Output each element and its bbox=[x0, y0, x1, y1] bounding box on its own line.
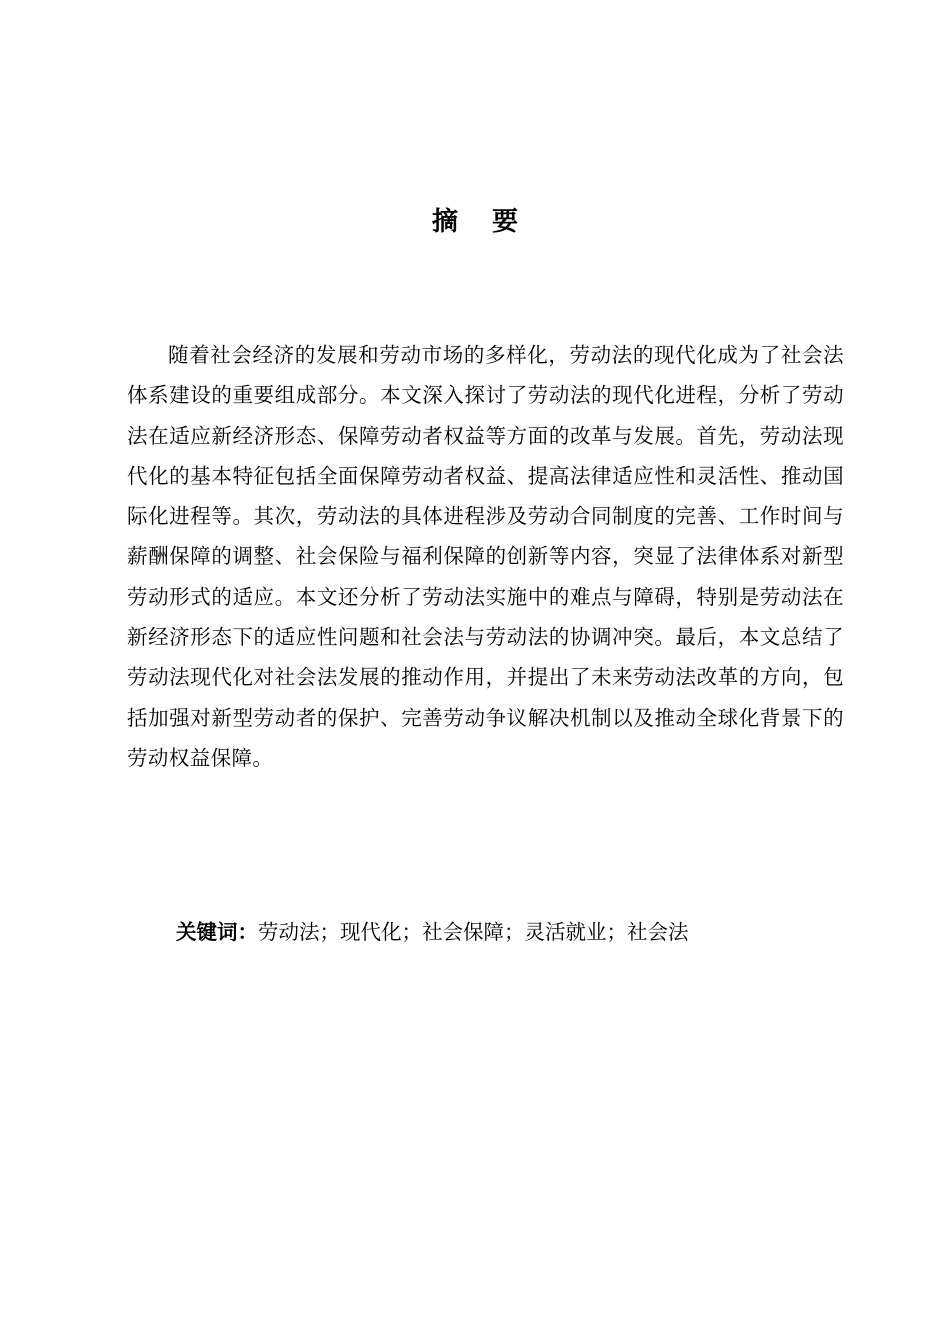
keyword-item: 社会法 bbox=[627, 920, 689, 944]
keyword-separator: ； bbox=[606, 920, 627, 944]
keyword-item: 社会保障 bbox=[422, 920, 504, 944]
keyword-item: 现代化 bbox=[340, 920, 402, 944]
keyword-item: 灵活就业 bbox=[524, 920, 607, 944]
keyword-separator: ； bbox=[319, 920, 340, 944]
abstract-title bbox=[0, 200, 950, 244]
abstract-title-char-2: 要 bbox=[492, 207, 519, 237]
keyword-separator: ； bbox=[504, 920, 525, 944]
abstract-title-char-1: 摘 bbox=[431, 207, 458, 237]
keywords-label: 关键词： bbox=[176, 920, 258, 944]
keywords-line bbox=[176, 912, 856, 952]
keyword-separator: ； bbox=[401, 920, 422, 944]
abstract-body: 随着社会经济的发展和劳动市场的多样化，劳动法的现代化成为了社会法体系建设的重要组成部分。本文深入探讨了劳动法的现代化进程，分析了劳动法在适应新经济形态、保障劳动者权益等方面的改革与发展。首先，劳动法现代化的基本特征包括全面保障劳动者权益、提高法律适应性和灵活性、推动国际化进程等。其次，劳动法的具体进程涉及劳动合同制度的完善、工作时间与薪酬保障的调整、社会保险与福利保障的创新等内容，突显了法律体系对新型劳动形式的适应。本文还分析了劳动法实施中的难点与障碍，特别是劳动法在新经济形态下的适应性问题和社会法与劳动法的协调冲突。最后，本文总结了劳动法现代化对社会法发展的推动作用，并提出了未来劳动法改革的方向，包括加强对新型劳动者的保护、完善劳动争议解决机制以及推动全球化背景下的劳动权益保障。 bbox=[127, 343, 844, 770]
keyword-item: 劳动法 bbox=[258, 920, 320, 944]
